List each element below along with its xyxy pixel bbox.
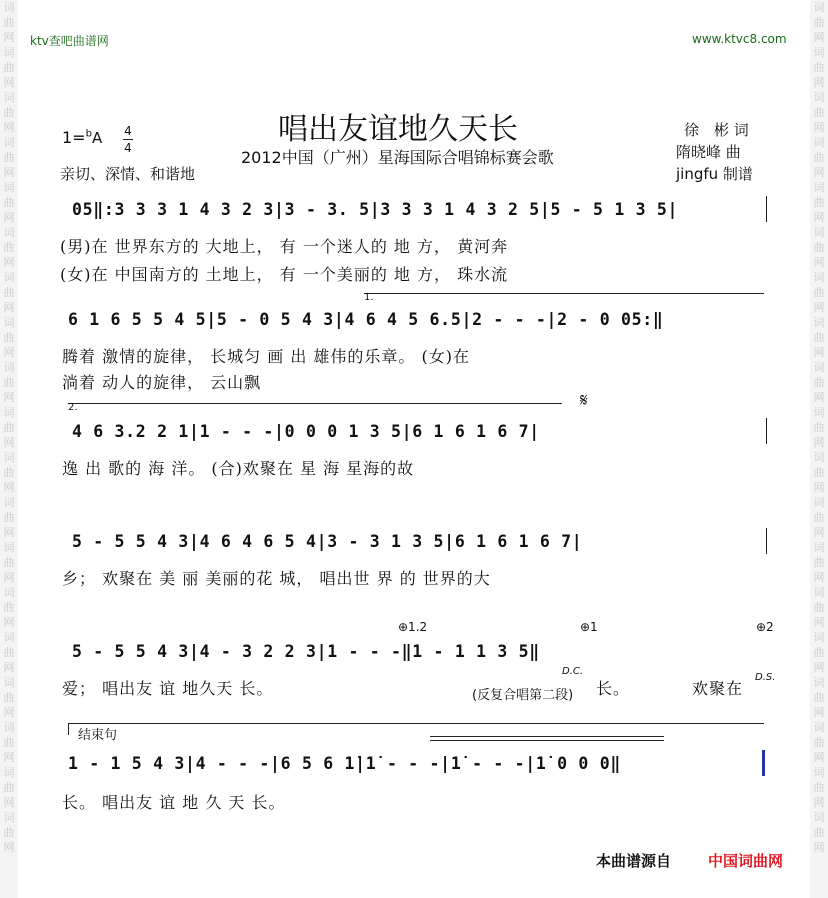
site-right-label: www.ktvc8.com (692, 32, 787, 46)
final-barline (762, 750, 765, 776)
ending-bracket-tick (68, 723, 69, 735)
row4-barline (766, 528, 767, 554)
site-left-label: ktv查吧曲谱网 (30, 34, 109, 48)
volta-2-label: 2. (68, 402, 78, 413)
volta-1-label: 1. (364, 292, 374, 303)
dc-marking: D.C. (562, 666, 584, 677)
coda-1-2-icon: ⊕1.2 (398, 620, 428, 634)
song-title: 唱出友谊地久天长 (278, 112, 518, 147)
score-row-6: 1 - 1 5 4 3|4 - - -|6 5 6 1̇|1̇ - - -|1̇ - - -|1̇ 0 0 0‖ (68, 754, 621, 773)
lyrics-row-1-female: (女)在 中国南方的 土地上， 有 一个美丽的 地 方， 珠水流 (60, 265, 509, 284)
score-row-4: 5 - 5 5 4 3|4 6 4 6 5 4|3 - 3 1 3 5|6 1 6 1 6 7| (72, 532, 583, 551)
score-row-5: 5 - 5 5 4 3|4 - 3 2 2 3|1 - - -‖1 - 1 1 3 5‖ (72, 642, 540, 661)
score-row-2: 6 1 6 5 5 4 5|5 - 0 5 4 3|4 6 4 5 6.5|2 - - -|2 - 0 05:‖ (68, 310, 664, 329)
lyrics-row-2-second: 淌着 动人的旋律， 云山飘 (62, 373, 262, 392)
lyrics-row-5-after: 长。 (596, 679, 631, 698)
lyrics-row-1-male: (男)在 世界东方的 大地上， 有 一个迷人的 地 方， 黄河奔 (60, 237, 509, 256)
score-row-3: 4 6 3.2 2 1|1 - - -|0 0 0 1 3 5|6 1 6 1 6 7| (72, 422, 540, 441)
key-signature: 1=$^b$A (62, 128, 103, 147)
lyricist: 徐 彬 词 (684, 121, 749, 139)
lyrics-row-5: 爱； 唱出友 谊 地久天 长。 (62, 679, 274, 698)
volta-2-line (68, 403, 562, 404)
volta-line (364, 293, 764, 294)
tie-line-a (430, 736, 664, 737)
composer: 隋晓峰 曲 (676, 143, 741, 161)
tie-line-b (430, 740, 664, 741)
source-site: 中国词曲网 (708, 852, 784, 870)
ending-bracket (68, 723, 764, 724)
lyrics-row-3: 逸 出 歌的 海 洋。 (合)欢聚在 星 海 星海的故 (62, 459, 415, 478)
repeat-note: (反复合唱第二段) (472, 688, 574, 703)
segno-icon: 𝄋 (580, 390, 588, 411)
lyrics-row-4: 乡； 欢聚在 美 丽 美丽的花 城， 唱出世 界 的 世界的大 (62, 569, 491, 588)
score-row-1: 05‖:3 3 3 1 4 3 2 3|3 - 3. 5|3 3 3 1 4 3 2 5|5 - 5 1 3 5| (72, 200, 679, 219)
ending-label: 结束句 (78, 728, 118, 743)
lyrics-row-2-first: 腾着 激情的旋律， 长城匀 画 出 雄伟的乐章。 (女)在 (62, 347, 471, 366)
tempo-marking: 亲切、深情、和谐地 (60, 165, 196, 183)
coda-1-icon: ⊕1 (580, 620, 598, 634)
source-label: 本曲谱源自 (596, 852, 672, 870)
left-watermark: 词曲网 词曲网 词曲网 词曲网 词曲网 词曲网 词曲网 词曲网 词曲网 词曲网 词曲网 词曲网 词曲网 词曲网 词曲网 词曲网 词曲网 词曲网 词曲网 (0, 0, 18, 898)
ds-marking: D.S. (755, 672, 776, 683)
lyrics-row-6: 长。 唱出友 谊 地 久 天 长。 (62, 793, 286, 812)
arranger: jingfu 制谱 (676, 165, 753, 183)
lyrics-row-5-end: 欢聚在 (692, 679, 744, 698)
row3-barline (766, 418, 767, 444)
coda-2-icon: ⊕2 (756, 620, 774, 634)
right-watermark: 词曲网 词曲网 词曲网 词曲网 词曲网 词曲网 词曲网 词曲网 词曲网 词曲网 词曲网 词曲网 词曲网 词曲网 词曲网 词曲网 词曲网 词曲网 词曲网 (810, 0, 828, 898)
time-signature: 4 4 (124, 124, 132, 155)
song-subtitle: 2012中国（广州）星海国际合唱锦标赛会歌 (241, 148, 554, 167)
row1-barline (766, 196, 767, 222)
